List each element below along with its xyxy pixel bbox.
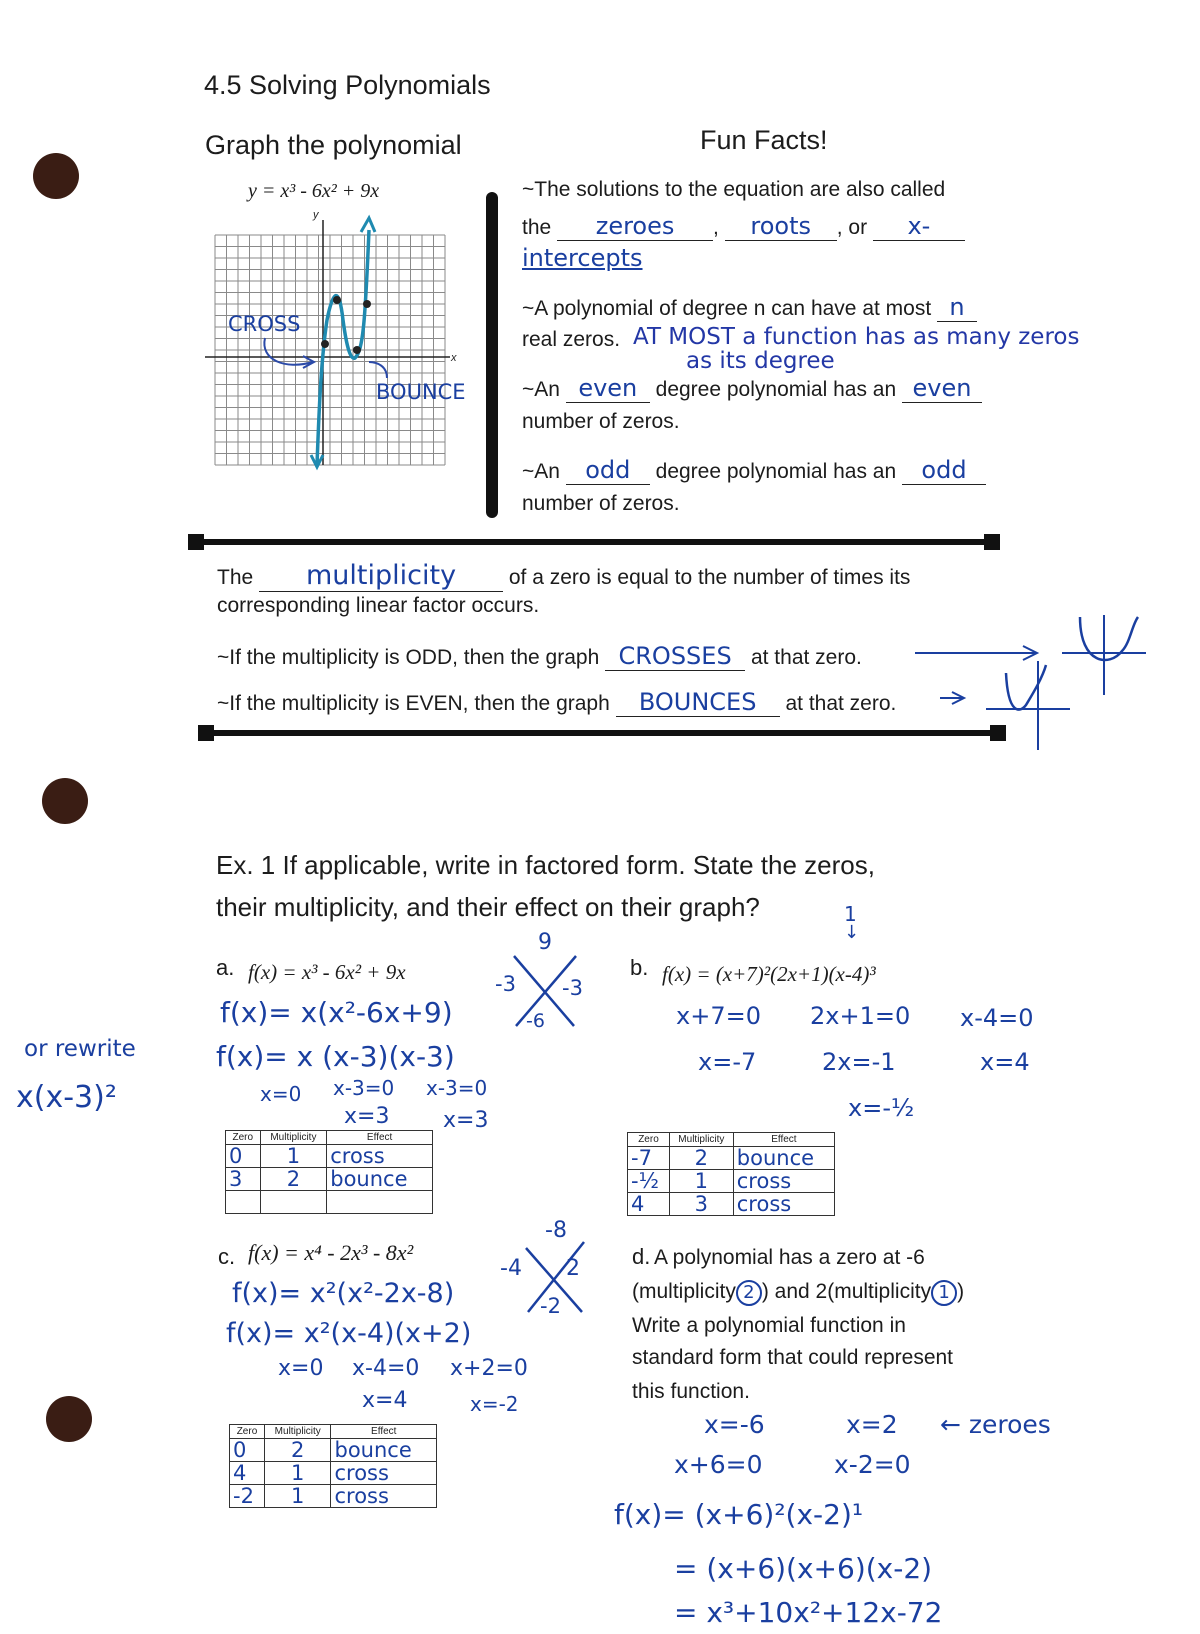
table-cell: 2 [264,1439,331,1462]
table-header-effect: Effect [331,1425,437,1439]
fact-2-note-1: AT MOST a function has as many zeros [633,324,1080,350]
part-c-zero-2: x-4=0 [352,1356,420,1381]
binder-hole-top [33,153,79,199]
part-d-zero-2: x=2 [846,1410,898,1439]
binder-hole-middle [42,778,88,824]
even-rule: ~If the multiplicity is EVEN, then the graph BOUNCES at that zero. [217,688,897,716]
part-d-step-3: = x³+10x²+12x-72 [674,1596,943,1629]
part-a-zero-3: x-3=0 [426,1076,488,1100]
table-row [226,1145,433,1168]
part-c-zero-table [229,1424,437,1508]
table-cell: -7 [628,1147,670,1170]
multiplicity-1-circled: 1 [931,1280,957,1306]
answer-roots: roots [725,212,837,241]
part-d-line-4: standard form that could represent [632,1346,954,1369]
table-cell: cross [733,1193,834,1216]
table-cell: -½ [628,1170,670,1193]
answer-x: x- [873,212,965,241]
table-cell: 2 [669,1147,733,1170]
part-c-step-1: f(x)= x²(x²-2x-8) [232,1278,455,1309]
part-b-case-1a: x+7=0 [676,1002,761,1030]
part-c-label: c. [218,1244,236,1269]
odd-rule: ~If the multiplicity is ODD, then the graph CROSSES at that zero. [217,642,862,670]
table-cell: bounce [327,1168,433,1191]
multiplicity-2-circled: 2 [736,1280,762,1306]
arrow-down-icon: ↓ [844,922,860,943]
table-header-multiplicity: Multiplicity [669,1133,733,1147]
part-b-case-2b: 2x=-1 [822,1048,896,1076]
part-c-x-right: 2 [566,1256,580,1281]
rule-bottom-cap-left [198,725,214,741]
answer-bounces: BOUNCES [616,688,780,717]
table-cell: -2 [230,1485,265,1508]
table-cell: 1 [669,1170,733,1193]
rule-top-cap-right [984,534,1000,550]
fact-2-line-1: ~A polynomial of degree n can have at most n [522,293,977,322]
table-row [628,1170,835,1193]
fact-2-note-2: as its degree [686,348,835,374]
part-b-label: b. [630,955,649,980]
part-a-zero-4: x=3 [344,1104,390,1129]
part-a-step-2: f(x)= x (x-3)(x-3) [216,1040,455,1073]
part-c-zero-4: x=4 [362,1388,408,1413]
table-header-zero: Zero [230,1425,265,1439]
part-c-equation: f(x) = x⁴ - 2x³ - 8x² [248,1240,414,1265]
table-cell [226,1191,261,1214]
table-row [230,1485,437,1508]
part-a-label: a. [216,955,235,980]
table-cell: cross [331,1462,437,1485]
table-header-effect: Effect [733,1133,834,1147]
part-c-x-top: -8 [545,1218,567,1243]
part-b-case-3b: x=4 [980,1048,1030,1076]
example-1-line-1: Ex. 1 If applicable, write in factored form. State the zeros, [216,850,875,880]
part-b-case-2c: x=-½ [848,1094,915,1122]
part-c-zero-3: x+2=0 [450,1356,528,1381]
multiplicity-line-2: corresponding linear factor occurs. [217,594,540,617]
table-cell: 0 [226,1145,261,1168]
rule-top-cap-left [188,534,204,550]
answer-zeroes: zeroes [557,212,713,241]
answer-multiplicity: multiplicity [259,560,503,592]
table-header-multiplicity: Multiplicity [260,1131,327,1145]
y-axis-label: y [313,210,319,221]
part-a-x-bottom: -6 [526,1010,545,1032]
part-b-arrow-note: 1 [844,902,857,926]
answer-intercepts: intercepts [522,244,643,272]
table-header-zero: Zero [628,1133,670,1147]
table-row [628,1147,835,1170]
part-d-label: d. [632,1244,651,1269]
table-cell [260,1191,327,1214]
fact-4-line-2: number of zeros. [522,492,680,515]
part-a-alt-form: x(x-3)² [16,1080,117,1115]
part-a-equation: f(x) = x³ - 6x² + 9x [248,960,406,984]
part-a-zero-5: x=3 [443,1108,489,1133]
part-c-zero-1: x=0 [278,1356,324,1381]
fun-facts-heading: Fun Facts! [700,125,828,155]
table-header-multiplicity: Multiplicity [264,1425,331,1439]
table-row [230,1462,437,1485]
page-title: 4.5 Solving Polynomials [204,70,491,100]
graph-heading: Graph the polynomial [205,130,462,160]
table-cell: 1 [264,1462,331,1485]
part-c-x-left: -4 [500,1256,522,1281]
multiplicity-line-1: The multiplicity of a zero is equal to the number of times its [217,560,911,591]
table-cell: 3 [669,1193,733,1216]
table-cell: 2 [260,1168,327,1191]
table-cell: 4 [230,1462,265,1485]
binder-hole-bottom [46,1396,92,1442]
rule-top [192,539,992,545]
part-a-zero-2: x-3=0 [333,1076,395,1100]
x-axis-label: x [451,352,457,364]
table-header-effect: Effect [327,1131,433,1145]
part-d-zero-1: x=-6 [704,1410,765,1439]
table-row [230,1439,437,1462]
answer-n: n [937,293,977,322]
table-cell: cross [733,1170,834,1193]
table-cell: 0 [230,1439,265,1462]
graph-note-bounce: BOUNCE [376,380,466,404]
part-d-line-2: (multiplicity 2 ) and 2(multiplicity 1 ) [632,1280,964,1306]
table-cell: 3 [226,1168,261,1191]
graph-equation: y = x³ - 6x² + 9x [248,180,380,202]
part-c-zero-5: x=-2 [470,1392,519,1416]
fact-4-line-1: ~An odd degree polynomial has an odd [522,456,986,485]
answer-crosses: CROSSES [605,642,745,671]
table-cell: 1 [260,1145,327,1168]
part-b-equation: f(x) = (x+7)²(2x+1)(x-4)³ [662,962,876,986]
table-cell: cross [331,1485,437,1508]
part-b-case-2a: 2x+1=0 [810,1002,911,1030]
part-d-line-3: Write a polynomial function in [632,1314,906,1337]
table-row [226,1191,433,1214]
rule-bottom [202,730,1000,736]
part-a-step-1: f(x)= x(x²-6x+9) [220,996,453,1029]
answer-odd-1: odd [566,456,650,485]
part-b-zero-table [627,1132,835,1216]
rule-bottom-cap-right [990,725,1006,741]
part-b-case-3a: x-4=0 [960,1004,1034,1032]
fact-1-line-2: the zeroes , roots , or x- [522,212,965,241]
part-c-step-2: f(x)= x²(x-4)(x+2) [226,1318,472,1349]
part-b-case-1b: x=-7 [698,1048,757,1076]
table-row [628,1193,835,1216]
fact-3-line-2: number of zeros. [522,410,680,433]
part-c-x-bottom: -2 [540,1294,561,1318]
answer-odd-2: odd [902,456,986,485]
table-cell: 4 [628,1193,670,1216]
part-a-or-rewrite: or rewrite [24,1036,136,1062]
part-d-line-1: A polynomial has a zero at -6 [654,1246,925,1269]
part-d-zeroes-label: ← zeroes [940,1410,1051,1439]
fact-1-line-1: ~The solutions to the equation are also called [522,178,946,201]
part-d-step-2: = (x+6)(x+6)(x-2) [674,1552,933,1585]
part-a-x-right: -3 [562,976,583,1000]
graph-note-cross: CROSS [228,312,301,336]
answer-even-2: even [902,374,982,403]
table-cell [327,1191,433,1214]
part-d-step-1: f(x)= (x+6)²(x-2)¹ [614,1498,864,1531]
vertical-divider [486,192,498,518]
polynomial-graph [205,210,465,500]
part-d-factor-2: x-2=0 [834,1450,911,1479]
fact-3-line-1: ~An even degree polynomial has an even [522,374,982,403]
part-a-x-top: 9 [538,930,552,955]
part-d-line-5: this function. [632,1380,750,1403]
table-row [226,1168,433,1191]
part-a-zero-1: x=0 [260,1082,302,1106]
table-cell: bounce [331,1439,437,1462]
table-cell: cross [327,1145,433,1168]
fact-2-line-2: real zeros. [522,328,621,351]
example-1-line-2: their multiplicity, and their effect on their graph? [216,892,760,922]
part-a-zero-table [225,1130,433,1214]
answer-even-1: even [566,374,650,403]
part-d-factor-1: x+6=0 [674,1450,763,1479]
part-a-x-left: -3 [495,972,516,996]
table-header-zero: Zero [226,1131,261,1145]
table-cell: bounce [733,1147,834,1170]
table-cell: 1 [264,1485,331,1508]
